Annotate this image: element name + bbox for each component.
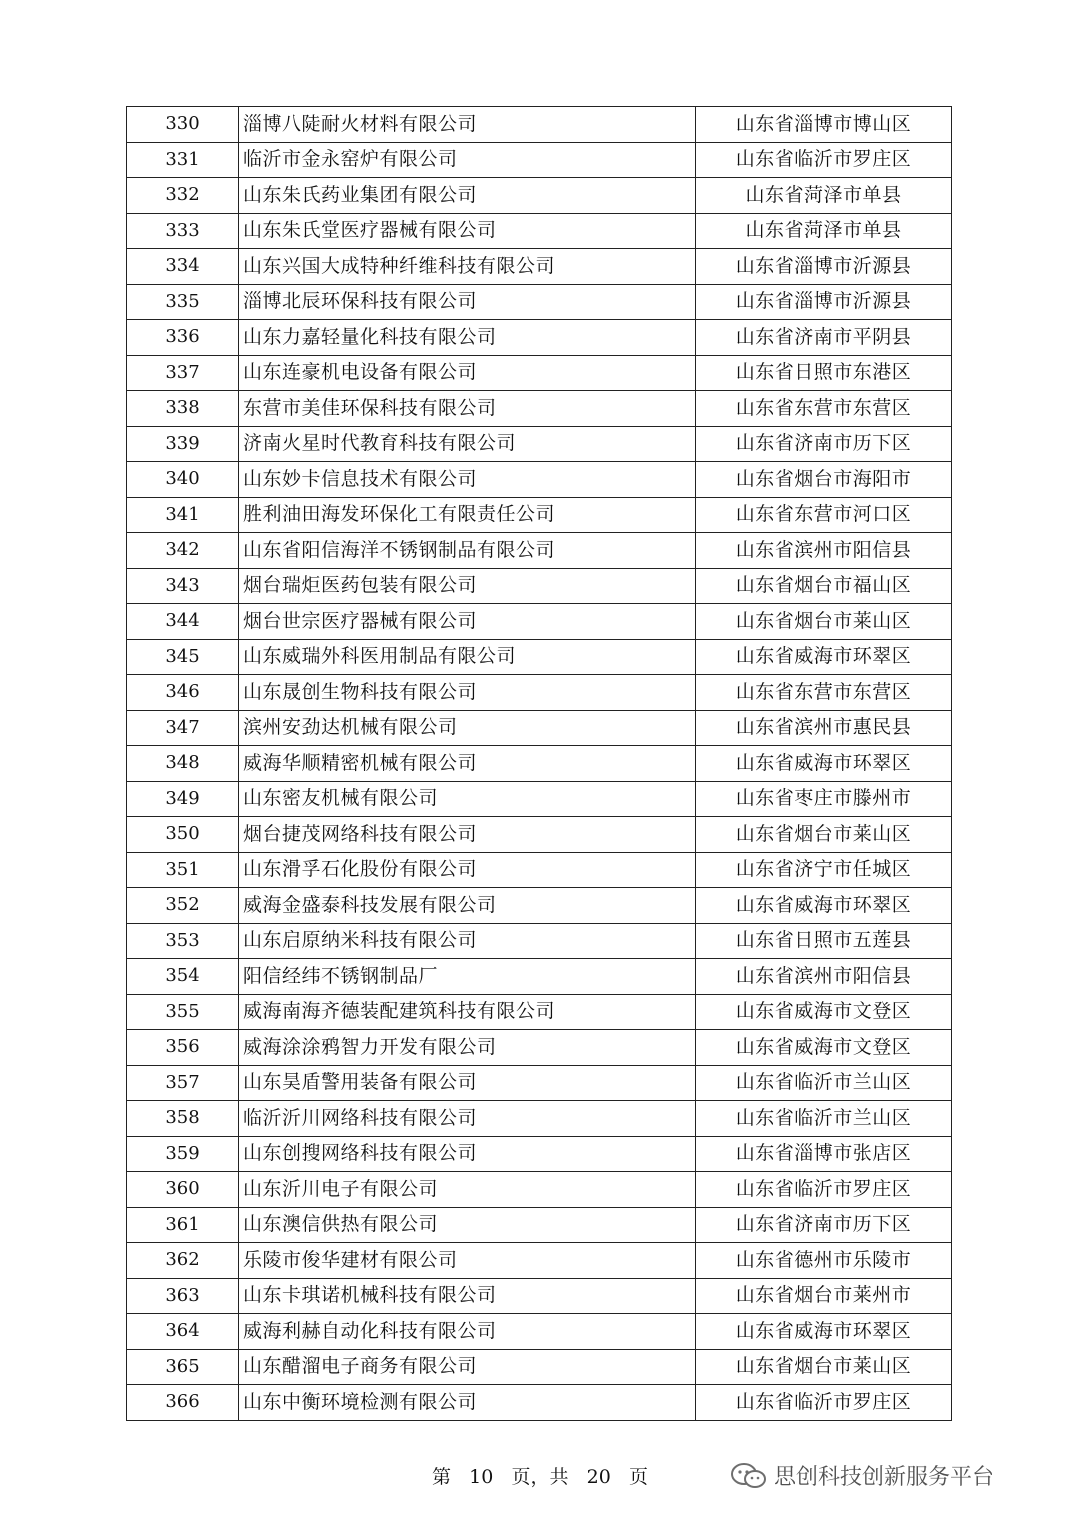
table-row <box>127 1349 952 1385</box>
cell-company-name: 济南火星时代教育科技有限公司 <box>239 426 696 462</box>
table-row <box>127 639 952 675</box>
cell-company-name: 山东密友机械有限公司 <box>239 781 696 817</box>
table-row <box>127 462 952 498</box>
table-row <box>127 888 952 924</box>
cell-company-name: 滨州安劲达机械有限公司 <box>239 710 696 746</box>
cell-number: 352 <box>127 888 239 924</box>
cell-number: 345 <box>127 639 239 675</box>
cell-location: 山东省菏泽市单县 <box>696 178 952 214</box>
cell-number: 340 <box>127 462 239 498</box>
cell-company-name: 淄博北辰环保科技有限公司 <box>239 284 696 320</box>
cell-location: 山东省淄博市沂源县 <box>696 249 952 285</box>
footer-mid: 页，共 <box>511 1466 569 1488</box>
cell-number: 354 <box>127 959 239 995</box>
cell-number: 347 <box>127 710 239 746</box>
cell-location: 山东省东营市东营区 <box>696 675 952 711</box>
cell-company-name: 山东朱氏堂医疗器械有限公司 <box>239 213 696 249</box>
cell-location: 山东省东营市东营区 <box>696 391 952 427</box>
cell-number: 334 <box>127 249 239 285</box>
table-row <box>127 675 952 711</box>
table-row <box>127 1065 952 1101</box>
table-row <box>127 213 952 249</box>
cell-company-name: 山东昊盾警用装备有限公司 <box>239 1065 696 1101</box>
cell-number: 365 <box>127 1349 239 1385</box>
cell-number: 344 <box>127 604 239 640</box>
cell-company-name: 山东澳信供热有限公司 <box>239 1207 696 1243</box>
cell-location: 山东省淄博市博山区 <box>696 107 952 143</box>
cell-location: 山东省日照市东港区 <box>696 355 952 391</box>
cell-location: 山东省烟台市莱山区 <box>696 817 952 853</box>
cell-number: 341 <box>127 497 239 533</box>
table-row <box>127 178 952 214</box>
cell-company-name: 山东创搜网络科技有限公司 <box>239 1136 696 1172</box>
cell-number: 343 <box>127 568 239 604</box>
cell-location: 山东省菏泽市单县 <box>696 213 952 249</box>
cell-company-name: 东营市美佳环保科技有限公司 <box>239 391 696 427</box>
cell-number: 330 <box>127 107 239 143</box>
cell-location: 山东省淄博市张店区 <box>696 1136 952 1172</box>
table-row <box>127 1030 952 1066</box>
cell-company-name: 阳信经纬不锈钢制品厂 <box>239 959 696 995</box>
cell-location: 山东省东营市河口区 <box>696 497 952 533</box>
table-row <box>127 746 952 782</box>
cell-location: 山东省临沂市罗庄区 <box>696 1172 952 1208</box>
cell-company-name: 山东威瑞外科医用制品有限公司 <box>239 639 696 675</box>
cell-company-name: 山东省阳信海洋不锈钢制品有限公司 <box>239 533 696 569</box>
cell-number: 358 <box>127 1101 239 1137</box>
cell-company-name: 威海南海齐德装配建筑科技有限公司 <box>239 994 696 1030</box>
table-row <box>127 107 952 143</box>
table-row <box>127 1172 952 1208</box>
cell-location: 山东省威海市环翠区 <box>696 639 952 675</box>
table-row <box>127 1385 952 1421</box>
cell-number: 363 <box>127 1278 239 1314</box>
cell-company-name: 烟台捷茂网络科技有限公司 <box>239 817 696 853</box>
cell-location: 山东省济南市历下区 <box>696 1207 952 1243</box>
cell-number: 338 <box>127 391 239 427</box>
cell-number: 356 <box>127 1030 239 1066</box>
cell-company-name: 山东卡琪诺机械科技有限公司 <box>239 1278 696 1314</box>
cell-company-name: 山东妙卡信息技术有限公司 <box>239 462 696 498</box>
cell-company-name: 胜利油田海发环保化工有限责任公司 <box>239 497 696 533</box>
table-row <box>127 497 952 533</box>
cell-company-name: 烟台瑞炬医药包装有限公司 <box>239 568 696 604</box>
table-row <box>127 426 952 462</box>
cell-location: 山东省济宁市任城区 <box>696 852 952 888</box>
cell-number: 342 <box>127 533 239 569</box>
cell-location: 山东省德州市乐陵市 <box>696 1243 952 1279</box>
table-row <box>127 142 952 178</box>
cell-number: 359 <box>127 1136 239 1172</box>
watermark <box>730 1460 994 1491</box>
footer-page-total: 20 <box>586 1466 611 1488</box>
footer-suffix: 页 <box>628 1466 648 1488</box>
cell-location: 山东省烟台市莱山区 <box>696 604 952 640</box>
cell-location: 山东省威海市环翠区 <box>696 746 952 782</box>
cell-location: 山东省滨州市惠民县 <box>696 710 952 746</box>
cell-company-name: 山东中衡环境检测有限公司 <box>239 1385 696 1421</box>
wechat-icon <box>730 1462 768 1490</box>
cell-company-name: 山东兴国大成特种纤维科技有限公司 <box>239 249 696 285</box>
cell-number: 331 <box>127 142 239 178</box>
table-row <box>127 284 952 320</box>
cell-company-name: 威海金盛泰科技发展有限公司 <box>239 888 696 924</box>
cell-number: 337 <box>127 355 239 391</box>
cell-company-name: 山东力嘉轻量化科技有限公司 <box>239 320 696 356</box>
cell-location: 山东省临沂市兰山区 <box>696 1101 952 1137</box>
cell-number: 364 <box>127 1314 239 1350</box>
cell-location: 山东省滨州市阳信县 <box>696 959 952 995</box>
cell-number: 361 <box>127 1207 239 1243</box>
table-row <box>127 320 952 356</box>
cell-location: 山东省淄博市沂源县 <box>696 284 952 320</box>
cell-location: 山东省威海市环翠区 <box>696 888 952 924</box>
watermark-text: 思创科技创新服务平台 <box>774 1465 995 1490</box>
table-row <box>127 1207 952 1243</box>
cell-number: 353 <box>127 923 239 959</box>
cell-location: 山东省威海市文登区 <box>696 994 952 1030</box>
cell-number: 350 <box>127 817 239 853</box>
table-row <box>127 533 952 569</box>
table-row <box>127 604 952 640</box>
cell-company-name: 山东醋溜电子商务有限公司 <box>239 1349 696 1385</box>
cell-number: 360 <box>127 1172 239 1208</box>
cell-number: 357 <box>127 1065 239 1101</box>
cell-location: 山东省烟台市福山区 <box>696 568 952 604</box>
table-row <box>127 355 952 391</box>
table-row <box>127 852 952 888</box>
table-row <box>127 1278 952 1314</box>
table-row <box>127 1136 952 1172</box>
cell-location: 山东省滨州市阳信县 <box>696 533 952 569</box>
cell-location: 山东省济南市历下区 <box>696 426 952 462</box>
table-row <box>127 1314 952 1350</box>
cell-company-name: 威海涂涂鸦智力开发有限公司 <box>239 1030 696 1066</box>
cell-location: 山东省威海市环翠区 <box>696 1314 952 1350</box>
cell-location: 山东省临沂市罗庄区 <box>696 142 952 178</box>
cell-company-name: 山东晟创生物科技有限公司 <box>239 675 696 711</box>
table-row <box>127 568 952 604</box>
table-row <box>127 994 952 1030</box>
cell-number: 332 <box>127 178 239 214</box>
cell-location: 山东省临沂市罗庄区 <box>696 1385 952 1421</box>
cell-company-name: 山东沂川电子有限公司 <box>239 1172 696 1208</box>
cell-number: 333 <box>127 213 239 249</box>
cell-company-name: 山东启原纳米科技有限公司 <box>239 923 696 959</box>
cell-number: 349 <box>127 781 239 817</box>
cell-number: 336 <box>127 320 239 356</box>
cell-company-name: 山东滑孚石化股份有限公司 <box>239 852 696 888</box>
cell-company-name: 乐陵市俊华建材有限公司 <box>239 1243 696 1279</box>
cell-location: 山东省威海市文登区 <box>696 1030 952 1066</box>
table-row <box>127 817 952 853</box>
cell-location: 山东省临沂市兰山区 <box>696 1065 952 1101</box>
table-row <box>127 781 952 817</box>
cell-location: 山东省烟台市莱州市 <box>696 1278 952 1314</box>
cell-number: 335 <box>127 284 239 320</box>
cell-company-name: 临沂沂川网络科技有限公司 <box>239 1101 696 1137</box>
cell-company-name: 威海利赫自动化科技有限公司 <box>239 1314 696 1350</box>
table-row <box>127 1243 952 1279</box>
cell-location: 山东省济南市平阴县 <box>696 320 952 356</box>
cell-company-name: 山东连豪机电设备有限公司 <box>239 355 696 391</box>
cell-number: 366 <box>127 1385 239 1421</box>
company-table <box>126 106 952 1421</box>
table-row <box>127 1101 952 1137</box>
cell-location: 山东省枣庄市滕州市 <box>696 781 952 817</box>
table-row <box>127 391 952 427</box>
table-row <box>127 249 952 285</box>
cell-number: 346 <box>127 675 239 711</box>
cell-number: 362 <box>127 1243 239 1279</box>
cell-number: 339 <box>127 426 239 462</box>
cell-company-name: 烟台世宗医疗器械有限公司 <box>239 604 696 640</box>
cell-company-name: 山东朱氏药业集团有限公司 <box>239 178 696 214</box>
cell-company-name: 威海华顺精密机械有限公司 <box>239 746 696 782</box>
table-row <box>127 959 952 995</box>
table-row <box>127 710 952 746</box>
cell-location: 山东省烟台市海阳市 <box>696 462 952 498</box>
cell-location: 山东省烟台市莱山区 <box>696 1349 952 1385</box>
cell-number: 348 <box>127 746 239 782</box>
cell-number: 351 <box>127 852 239 888</box>
footer-page-number: 10 <box>469 1466 494 1488</box>
cell-location: 山东省日照市五莲县 <box>696 923 952 959</box>
cell-number: 355 <box>127 994 239 1030</box>
cell-company-name: 淄博八陡耐火材料有限公司 <box>239 107 696 143</box>
footer-prefix: 第 <box>432 1466 452 1488</box>
table-row <box>127 923 952 959</box>
cell-company-name: 临沂市金永窑炉有限公司 <box>239 142 696 178</box>
